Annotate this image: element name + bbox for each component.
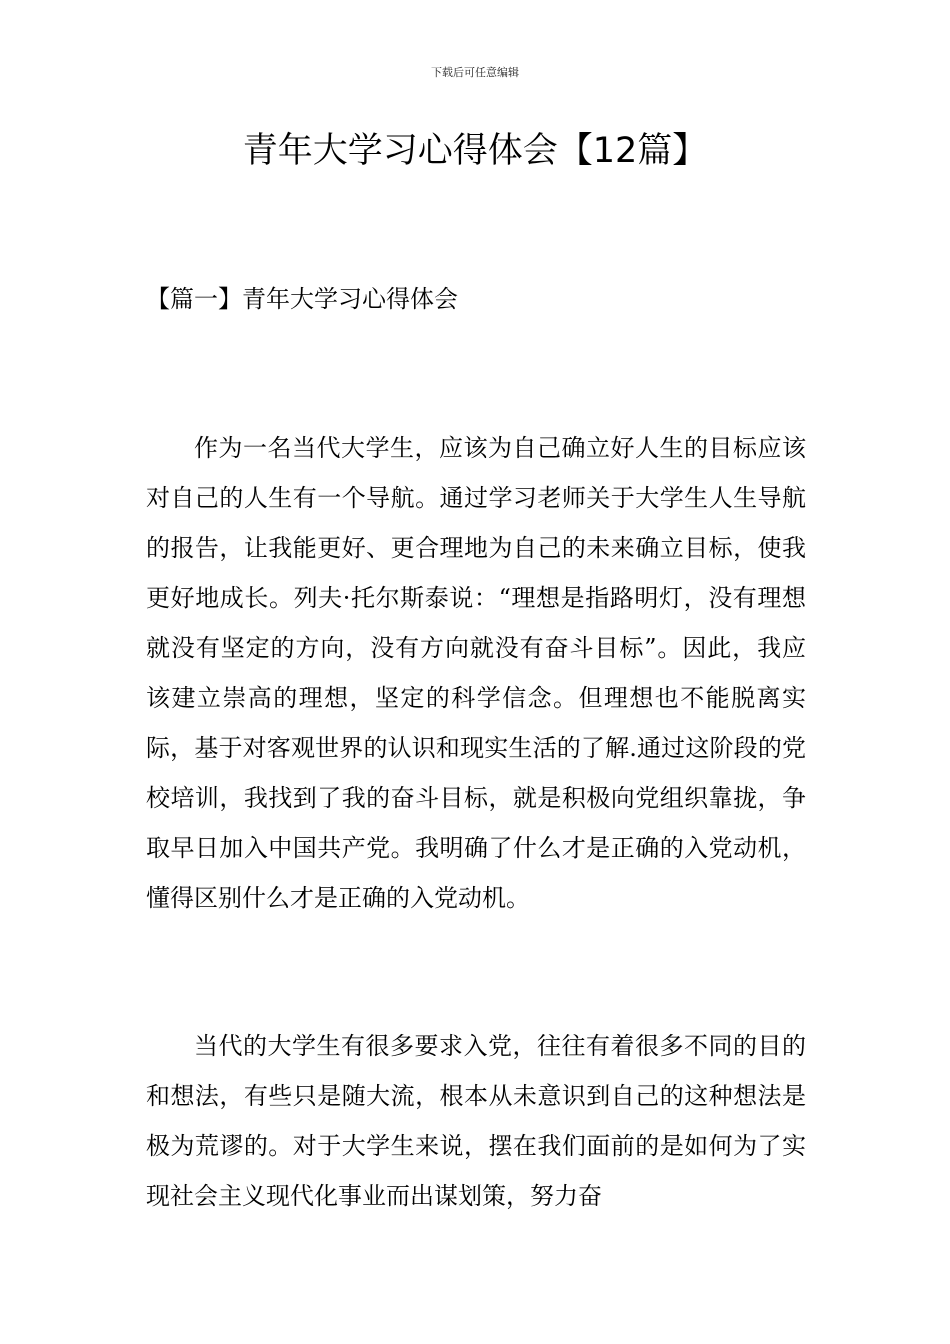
header-note: 下载后可任意编辑 <box>431 66 519 79</box>
body-paragraph-2: 当代的大学生有很多要求入党，往往有着很多不同的目的和想法，有些只是随大流，根本从未意识到自己的这种想法是极为荒谬的。对于大学生来说，摆在我们面前的是如何为了实现社会主义现代化事业而出谋划策，努力奋 <box>146 1032 806 1210</box>
document-title: 青年大学习心得体会【12篇】 <box>242 131 708 171</box>
section-heading: 【篇一】青年大学习心得体会 <box>146 285 458 313</box>
body-paragraph-1: 作为一名当代大学生，应该为自己确立好人生的目标应该对自己的人生有一个导航。通过学习老师关于大学生人生导航的报告，让我能更好、更合理地为自己的未来确立目标，使我更好地成长。列夫·托尔斯泰说：“理想是指路明灯，没有理想就没有坚定的方向，没有方向就没有奋斗目标”。因此，我应该建立崇高的理想，坚定的科学信念。但理想也不能脱离实际，基于对客观世界的认识和现实生活的了解.通过这阶段的党校培训，我找到了我的奋斗目标，就是积极向党组织靠拢，争取早日加入中国共产党。我明确了什么才是正确的入党动机，懂得区别什么才是正确的入党动机。 <box>146 434 806 912</box>
